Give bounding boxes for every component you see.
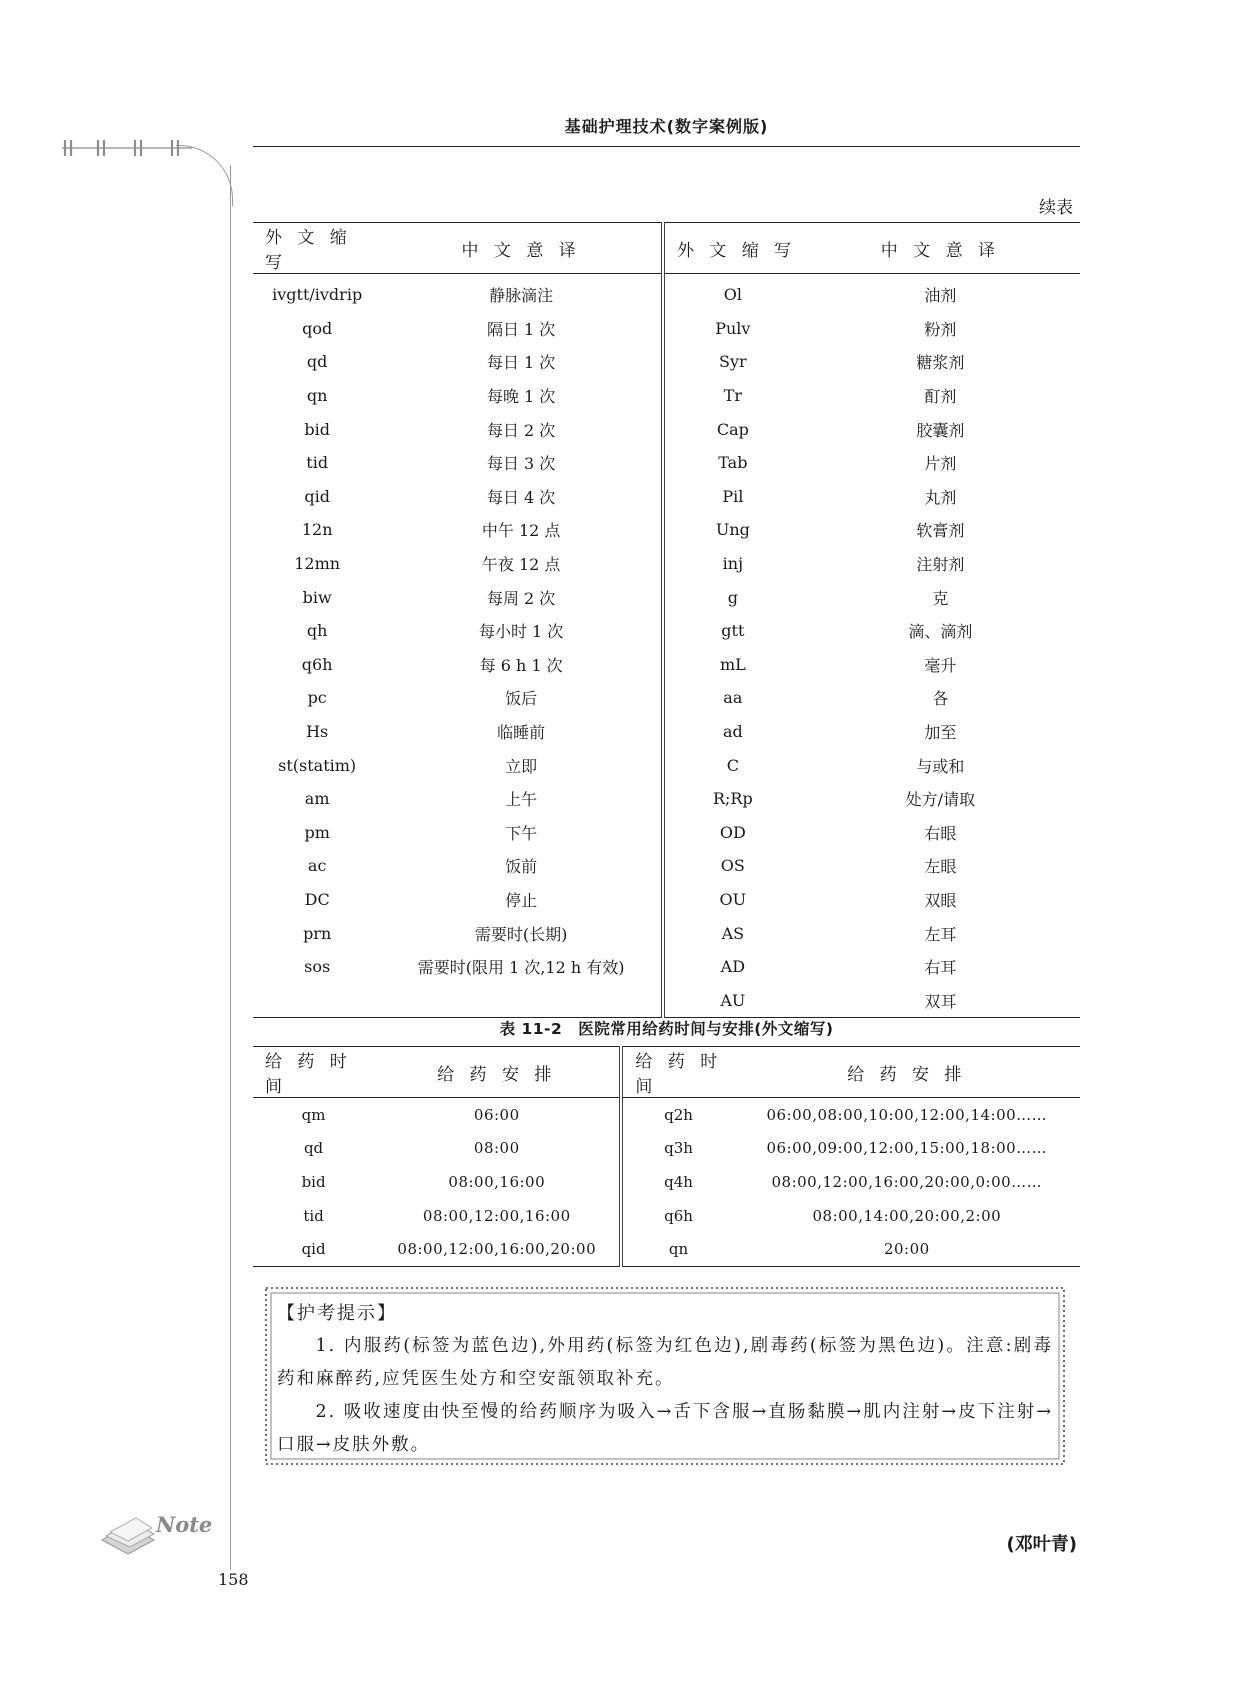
table-row (253, 379, 1080, 413)
table-cell: 滴、滴剂 (908, 622, 973, 642)
table-row (253, 916, 1080, 950)
table-cell: 中午 12 点 (381, 513, 663, 547)
table-cell: 08:00,16:00 (374, 1165, 621, 1199)
table-cell: 粉剂 (924, 319, 957, 339)
table-cell: q4h (664, 1172, 693, 1191)
table-cell: 每日 4 次 (381, 480, 663, 514)
table-cell: AS (721, 923, 745, 943)
table-cell (381, 983, 663, 1017)
margin-curve (176, 145, 233, 206)
column-header: 中 文 意 译 (801, 223, 1080, 274)
table-cell: 丸剂 (924, 487, 957, 507)
table-cell: qod (302, 318, 333, 338)
table-cell: q6h (664, 1206, 693, 1225)
table-cell: 08:00,12:00,16:00,20:00 (374, 1232, 621, 1266)
table-row (253, 782, 1080, 816)
table-row (253, 715, 1080, 749)
table-cell: 双眼 (924, 890, 957, 910)
column-header: 外 文 缩 写 (253, 223, 381, 274)
table-row (253, 648, 1080, 682)
table-cell: g (727, 587, 738, 607)
table-cell: 每日 2 次 (381, 412, 663, 446)
exam-tip-title: 【护考提示】 (277, 1303, 397, 1324)
table-cell: qd (303, 1139, 324, 1158)
note-label: Note (156, 1512, 213, 1537)
exam-tip-paragraph: 2. 吸收速度由快至慢的给药顺序为吸入→舌下含服→直肠黏膜→肌内注射→皮下注射→口服→皮肤外敷。 (277, 1402, 1053, 1455)
table-cell: inj (722, 554, 744, 574)
table-cell: 油剂 (924, 286, 957, 306)
table-row (253, 1132, 1080, 1166)
table-cell: AD (720, 957, 746, 977)
table-row (253, 274, 1080, 312)
table-cell: sos (304, 957, 331, 977)
table-cell: 每日 1 次 (381, 345, 663, 379)
table-row (253, 950, 1080, 984)
table-row (253, 849, 1080, 883)
table-cell: aa (723, 688, 743, 708)
column-header: 外 文 缩 写 (663, 223, 801, 274)
table-cell: gtt (721, 621, 745, 641)
column-header: 给 药 时 间 (621, 1047, 733, 1098)
abbreviation-table (253, 222, 1080, 1018)
column-header: 中 文 意 译 (381, 223, 663, 274)
table-cell: Cap (716, 419, 749, 439)
table-cell: qid (301, 1240, 326, 1259)
table-cell: 糖浆剂 (916, 353, 965, 373)
table-row (253, 547, 1080, 581)
table-row (253, 446, 1080, 480)
table-row (253, 614, 1080, 648)
table-cell: 08:00,12:00,16:00 (374, 1199, 621, 1233)
table-row (253, 312, 1080, 346)
table-cell: tid (303, 1206, 324, 1225)
dosing-schedule-table (253, 1046, 1080, 1267)
exam-tip-content (277, 1297, 1053, 1462)
table-cell: Pulv (715, 318, 751, 338)
table-cell: ivgtt/ivdrip (272, 285, 363, 305)
table-cell: 需要时(长期) (381, 916, 663, 950)
table-cell: 20:00 (883, 1240, 930, 1259)
table-cell: 停止 (381, 883, 663, 917)
table-cell: qm (301, 1105, 326, 1124)
table-cell: 注射剂 (916, 555, 965, 575)
table-cell: 午夜 12 点 (381, 547, 663, 581)
table-cell: 右眼 (924, 823, 957, 843)
table-cell (253, 983, 381, 1017)
table-cell: 每日 3 次 (381, 446, 663, 480)
column-header: 给 药 安 排 (374, 1047, 621, 1098)
table-cell: 软膏剂 (916, 521, 965, 541)
table-cell: 06:00 (374, 1098, 621, 1132)
table-cell: 加至 (924, 723, 957, 743)
table-cell: 处方/请取 (905, 790, 976, 810)
table-cell: R;Rp (712, 789, 753, 809)
table-cell: OU (719, 889, 747, 909)
running-header: 基础护理技术(数字案例版) (564, 117, 769, 136)
page-number: 158 (218, 1570, 249, 1589)
table-cell: qd (306, 352, 328, 372)
table-row (253, 1098, 1080, 1132)
table-row (253, 816, 1080, 850)
table-cell: 08:00,12:00,16:00,20:00,0:00…… (771, 1172, 1043, 1191)
table-cell: 右耳 (924, 958, 957, 978)
table-row (253, 681, 1080, 715)
table-cell: bid (304, 419, 330, 439)
table-cell: 每周 2 次 (381, 580, 663, 614)
table-row (253, 983, 1080, 1017)
table-cell: qn (668, 1240, 689, 1259)
table-cell: qh (306, 621, 328, 641)
table-row (253, 580, 1080, 614)
table-cell: 临睡前 (381, 715, 663, 749)
table-row (253, 883, 1080, 917)
table-row (253, 513, 1080, 547)
table-row (253, 1199, 1080, 1233)
table-cell: AU (720, 990, 746, 1010)
table-cell: OD (719, 822, 746, 842)
table-cell: 08:00 (374, 1132, 621, 1166)
continued-label: 续表 (1039, 198, 1073, 218)
table-cell: qid (304, 486, 330, 506)
table-cell: DC (304, 889, 330, 909)
table-cell: 08:00,14:00,20:00,2:00 (812, 1206, 1002, 1225)
table-cell: 上午 (381, 782, 663, 816)
table-cell: Ung (715, 520, 750, 540)
table-cell: mL (719, 654, 746, 674)
author: (邓叶青) (1006, 1534, 1077, 1555)
table-cell: bid (301, 1172, 326, 1191)
table-caption: 表 11-2 医院常用给药时间与安排(外文缩写) (499, 1020, 834, 1038)
table-cell: 胶囊剂 (916, 420, 965, 440)
table-cell: Tr (723, 386, 742, 406)
table-cell: am (304, 789, 330, 809)
margin-tick-marks (62, 140, 192, 158)
table-cell: 06:00,09:00,12:00,15:00,18:00…… (766, 1139, 1048, 1158)
table-cell: 每小时 1 次 (381, 614, 663, 648)
column-header: 给 药 时 间 (253, 1047, 374, 1098)
table-cell: Pil (722, 486, 744, 506)
table-cell: OS (720, 856, 745, 876)
table-row (253, 1232, 1080, 1266)
table-row (253, 345, 1080, 379)
table-cell: tid (306, 453, 329, 473)
table-cell: st(statim) (278, 755, 357, 775)
table-row (253, 1165, 1080, 1199)
table-row (253, 748, 1080, 782)
table-cell: 片剂 (924, 454, 957, 474)
table-cell: 需要时(限用 1 次,12 h 有效) (381, 950, 663, 984)
table-cell: 各 (932, 689, 949, 709)
table-cell: q6h (301, 654, 333, 674)
abbreviation-table-body (253, 274, 1080, 1018)
table-cell: Syr (719, 352, 747, 372)
table-cell: q2h (664, 1105, 693, 1124)
table-cell: C (726, 755, 739, 775)
table-row (253, 480, 1080, 514)
table-cell: 12mn (294, 554, 341, 574)
dosing-schedule-table-body (253, 1098, 1080, 1267)
table-cell: 酊剂 (924, 387, 957, 407)
table-cell: pm (304, 822, 330, 842)
column-header: 给 药 安 排 (734, 1047, 1080, 1098)
table-cell: ac (307, 856, 327, 876)
table-cell: Tab (718, 453, 748, 473)
table-cell: 立即 (381, 748, 663, 782)
table-cell: 饭前 (381, 849, 663, 883)
table-header-row (253, 1047, 1080, 1098)
table-row (253, 412, 1080, 446)
table-cell: 饭后 (381, 681, 663, 715)
table-cell: Hs (306, 722, 329, 742)
table-cell: 每 6 h 1 次 (381, 648, 663, 682)
table-cell: 与或和 (916, 756, 965, 776)
table-cell: biw (302, 587, 332, 607)
margin-rule (230, 165, 231, 1570)
table-cell: 左眼 (924, 857, 957, 877)
table-cell: pc (307, 688, 327, 708)
table-cell: 毫升 (924, 655, 957, 675)
table-cell: Ol (723, 285, 742, 305)
table-header-row (253, 223, 1080, 274)
table-cell: 隔日 1 次 (381, 312, 663, 346)
table-cell: qn (306, 386, 328, 406)
table-cell: 下午 (381, 816, 663, 850)
exam-tip-box (263, 1283, 1069, 1470)
table-cell: prn (303, 923, 332, 943)
header-rule (253, 146, 1080, 147)
exam-tip-paragraph: 1. 内服药(标签为蓝色边),外用药(标签为红色边),剧毒药(标签为黑色边)。注意:剧毒药和麻醉药,应凭医生处方和空安瓿领取补充。 (277, 1336, 1053, 1389)
table-cell: 左耳 (924, 924, 957, 944)
table-cell: 06:00,08:00,10:00,12:00,14:00…… (766, 1105, 1048, 1124)
table-cell: ad (722, 722, 743, 742)
table-cell: 静脉滴注 (381, 274, 663, 312)
table-cell: 双耳 (924, 991, 957, 1011)
table-cell: 12n (301, 520, 333, 540)
table-cell: 克 (932, 588, 949, 608)
table-cell: 每晚 1 次 (381, 379, 663, 413)
table-cell: q3h (664, 1139, 693, 1158)
